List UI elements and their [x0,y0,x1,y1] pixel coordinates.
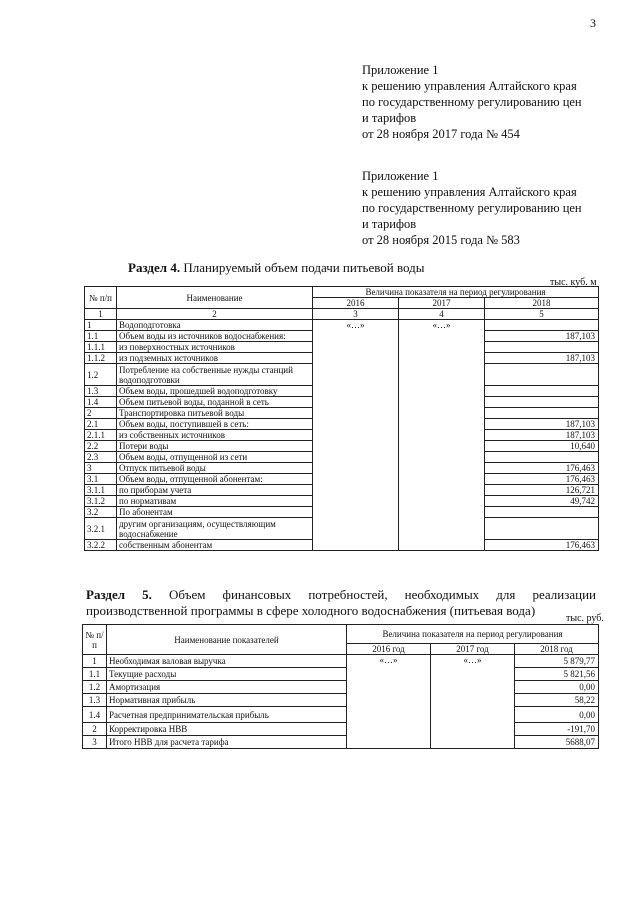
value-2018: 187,103 [485,430,599,441]
appendix-line: по государственному регулированию цен [362,95,582,109]
value-2018: 176,463 [485,463,599,474]
value-2018 [485,397,599,408]
value-2018: 49,742 [485,496,599,507]
row-num: 3.2.2 [85,540,117,551]
appendix-line: по государственному регулированию цен [362,201,582,215]
section5-unit: тыс. руб. [566,613,604,624]
value-2018: 5 879,77 [515,655,599,668]
row-num: 2.3 [85,452,117,463]
financial-needs-table [82,624,599,749]
value-2018 [485,386,599,397]
row-num: 3 [83,736,107,749]
value-2018: 187,103 [485,353,599,364]
header-num: № п/п [83,625,107,655]
row-name: из поверхностных источников [117,342,313,353]
value-2018: 58,22 [515,694,599,707]
section5-title [86,587,596,619]
water-volume-table [84,286,599,551]
appendix-line: и тарифов [362,111,417,125]
row-num: 1.3 [85,386,117,397]
row-num: 1.4 [83,707,107,723]
row-name: Корректировка НВВ [107,723,347,736]
table-row [83,707,599,723]
appendix-line: Приложение 1 [362,169,439,183]
row-num: 2.1 [85,419,117,430]
value-2018: 176,463 [485,540,599,551]
index-cell: 2 [117,309,313,320]
appendix-line: от 28 ноября 2015 года № 583 [362,233,520,247]
value-2018 [485,518,599,540]
row-name: Объем воды, поступившей в сеть: [117,419,313,430]
row-num: 1.4 [85,397,117,408]
row-num: 1.1 [85,331,117,342]
header-name: Наименование показателей [107,625,347,655]
header-num: № п/п [85,287,117,309]
value-2018: 10,640 [485,441,599,452]
appendix-line: к решению управления Алтайского края [362,185,577,199]
section5-title-bold: Раздел 5. [86,587,152,602]
row-num: 3.1 [85,474,117,485]
row-name: Объем воды, отпущенной абонентам: [117,474,313,485]
header-name: Наименование [117,287,313,309]
row-name: Необходимая валовая выручка [107,655,347,668]
value-2017: «…» [399,320,485,551]
index-cell: 1 [85,309,117,320]
row-num: 3.1.2 [85,496,117,507]
row-name: Потери воды [117,441,313,452]
row-num: 2.1.1 [85,430,117,441]
row-num: 1 [83,655,107,668]
value-2018: 5688,07 [515,736,599,749]
header-year-2017: 2017 год [431,644,515,655]
row-num: 2 [85,408,117,419]
table-row [83,668,599,681]
table-row [83,694,599,707]
section4-unit: тыс. куб. м [550,277,597,288]
row-num: 1.1.1 [85,342,117,353]
appendix-line: к решению управления Алтайского края [362,79,577,93]
header-year-2018: 2018 год [515,644,599,655]
index-cell: 5 [485,309,599,320]
value-2018 [485,452,599,463]
row-num: 3.2.1 [85,518,117,540]
table-row [85,320,599,331]
value-2018: 176,463 [485,474,599,485]
row-name: Расчетная предпринимательская прибыль [107,707,347,723]
row-num: 1 [85,320,117,331]
value-2018 [485,507,599,518]
section4-title-bold: Раздел 4. [128,260,181,275]
section4-title [128,260,425,276]
row-num: 1.1.2 [85,353,117,364]
row-name: по нормативам [117,496,313,507]
row-num: 1.2 [83,681,107,694]
table-row [83,723,599,736]
appendix-original [362,168,582,248]
row-num: 2 [83,723,107,736]
row-name: Объем воды из источников водоснабжения: [117,331,313,342]
row-name: Объем воды, прошедшей водоподготовку [117,386,313,397]
row-name: Транспортировка питьевой воды [117,408,313,419]
value-2018 [485,320,599,331]
value-2017: «…» [431,655,515,749]
value-2018: 0,00 [515,707,599,723]
row-name: Объем питьевой воды, поданной в сеть [117,397,313,408]
page-number: 3 [590,16,596,30]
value-2018 [485,364,599,386]
header-year-2017: 2017 [399,298,485,309]
index-cell: 4 [399,309,485,320]
appendix-line: от 28 ноября 2017 года № 454 [362,127,520,141]
row-name: другим организациям, осуществляющим водоснабжение [117,518,313,540]
header-year-2016: 2016 год [347,644,431,655]
row-num: 3.1.1 [85,485,117,496]
value-2018 [485,408,599,419]
row-num: 3 [85,463,117,474]
value-2018 [485,342,599,353]
header-year-2018: 2018 [485,298,599,309]
row-num: 3.2 [85,507,117,518]
row-num: 2.2 [85,441,117,452]
row-name: Амортизация [107,681,347,694]
value-2018: 187,103 [485,331,599,342]
row-num: 1.1 [83,668,107,681]
value-2016: «…» [347,655,431,749]
section5-title-text: Объем финансовых потребностей, необходимых для реализации производственной программы в сфере холодного водоснабжения (питьевая вода) [86,587,597,618]
row-name: Водоподготовка [117,320,313,331]
header-group: Величина показателя на период регулирования [347,625,599,644]
value-2018: 0,00 [515,681,599,694]
section4-title-text: Планируемый объем подачи питьевой воды [180,260,425,275]
value-2018: -191,70 [515,723,599,736]
row-name: Отпуск питьевой воды [117,463,313,474]
row-name: из собственных источников [117,430,313,441]
row-name: Текущие расходы [107,668,347,681]
value-2018: 187,103 [485,419,599,430]
row-name: Потребление на собственные нужды станций водоподготовки [117,364,313,386]
table-row [83,655,599,668]
table-row [83,736,599,749]
row-num: 1.2 [85,364,117,386]
header-group: Величина показателя на период регулирования [313,287,599,298]
appendix-line: и тарифов [362,217,417,231]
value-2018: 126,721 [485,485,599,496]
row-name: Итого НВВ для расчета тарифа [107,736,347,749]
appendix-current [362,62,582,142]
row-name: Объем воды, отпущенной из сети [117,452,313,463]
row-name: Нормативная прибыль [107,694,347,707]
header-year-2016: 2016 [313,298,399,309]
appendix-line: Приложение 1 [362,63,439,77]
value-2016: «…» [313,320,399,551]
row-name: из подземных источников [117,353,313,364]
row-num: 1.3 [83,694,107,707]
row-name: собственным абонентам [117,540,313,551]
row-name: По абонентам [117,507,313,518]
index-cell: 3 [313,309,399,320]
row-name: по приборам учета [117,485,313,496]
value-2018: 5 821,56 [515,668,599,681]
table-row [83,681,599,694]
